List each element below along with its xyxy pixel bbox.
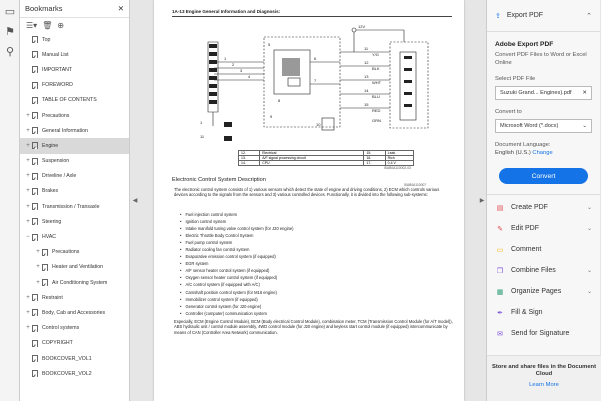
create-pdf-icon: ▤ xyxy=(496,204,504,212)
diagram-ref-code: I5UB0A110002-03 xyxy=(384,166,411,170)
tool-item[interactable] xyxy=(487,281,600,302)
bookmark-item[interactable] xyxy=(20,184,129,199)
bookmark-item[interactable] xyxy=(20,214,129,229)
legend-cell: CPU xyxy=(260,161,364,166)
chevron-down-icon: ⌄ xyxy=(582,123,587,129)
bookmark-icon xyxy=(42,279,48,286)
page-title-rule xyxy=(172,16,452,17)
bookmark-icon xyxy=(32,36,38,43)
expand-toggle-icon[interactable]: + xyxy=(36,279,40,286)
send-signature-icon: ✉ xyxy=(497,330,503,338)
svg-text:4: 4 xyxy=(248,74,251,79)
tool-label: Send for Signature xyxy=(511,330,570,337)
close-icon[interactable]: ✕ xyxy=(582,90,587,96)
bookmark-label: Body, Cab and Accessories xyxy=(42,309,106,316)
intro-paragraph: The electronic control system consists of 1) various sensors which detect the state of engine and driving conditions, 2) ECM which controls various devices according to the signals from the sensors and 3) various controlled devices. Functionally, it is divided into the following sub-systems: xyxy=(174,187,440,198)
bookmark-item[interactable] xyxy=(20,123,129,138)
tool-item[interactable] xyxy=(487,239,600,260)
subsystem-list-item: • Camshaft position control system (for M16 engine) xyxy=(180,289,440,296)
bookmark-label: BOOKCOVER_VOL2 xyxy=(42,370,92,377)
svg-text:WHT: WHT xyxy=(372,80,382,85)
bookmark-icon xyxy=(32,203,38,210)
subsystem-list-item: • Controller (computer) communication system xyxy=(180,310,440,317)
footer-paragraph: Especially, ECM (Engine Control Module), BCM (Body electrical Control Module), combination meter, TCM (Transmission Control Module (for A/T model)), ABS hydraulic unit / control module assembly, 4WD control module (for J20 engine) and keyless start control module (if equipped) intercommunicate by means of CAN (Controller Area Network) communication. xyxy=(174,319,453,335)
new-bookmark-icon[interactable]: ⊕ xyxy=(57,20,65,30)
expand-toggle-icon[interactable]: + xyxy=(26,127,30,134)
subsystem-list-item: • Immobilizer control system (if equipped) xyxy=(180,296,440,303)
bookmark-icon xyxy=(42,249,48,256)
tool-item[interactable] xyxy=(487,323,600,344)
tool-label: Comment xyxy=(511,246,542,253)
bookmark-label: Suspension xyxy=(42,158,70,165)
bookmark-label: Precautions xyxy=(42,112,70,119)
expand-toggle-icon[interactable]: + xyxy=(26,325,30,332)
svg-text:RED: RED xyxy=(372,108,381,113)
diagram-label-sensor-b: 11 xyxy=(200,134,205,139)
chevron-down-icon[interactable]: ⌄ xyxy=(586,289,592,295)
delete-bookmark-icon[interactable]: 🗑 xyxy=(42,20,53,30)
chevron-down-icon[interactable]: ⌄ xyxy=(586,268,592,274)
document-cloud-footer xyxy=(487,355,601,401)
bookmark-item[interactable] xyxy=(20,32,129,47)
tool-item[interactable] xyxy=(487,197,600,218)
section-heading: Electronic Control System Description xyxy=(172,177,266,183)
convert-format-value: Microsoft Word (*.docx) xyxy=(500,123,559,129)
organize-pages-icon: ▦ xyxy=(496,288,504,296)
subsystem-list-item: • Fuel pump control system xyxy=(180,239,440,246)
bookmark-icon xyxy=(32,127,38,134)
bookmarks-toolbar xyxy=(20,18,129,32)
export-pdf-icon: ⇪ xyxy=(495,12,501,20)
pdf-page xyxy=(154,0,464,401)
expand-toggle-icon[interactable]: + xyxy=(26,309,30,316)
convert-to-label: Convert to xyxy=(495,109,522,115)
legend-cell: Rich xyxy=(385,156,413,161)
collapse-right-panel-icon[interactable]: ▶ xyxy=(479,198,485,204)
bookmark-label: COPYRIGHT xyxy=(42,340,73,347)
subsystem-list-item: • Electric Throttle Body Control System xyxy=(180,232,440,239)
diagram-label-battery: 12V xyxy=(358,24,366,29)
fill-sign-icon: ✒ xyxy=(497,309,503,317)
subsystem-list-item: • EGR system xyxy=(180,260,440,267)
bookmarks-list xyxy=(20,32,129,381)
export-pdf-section xyxy=(487,41,600,184)
tool-label: Combine Files xyxy=(511,267,556,274)
bookmark-label: Top xyxy=(42,36,51,43)
bookmark-icon xyxy=(32,355,38,362)
expand-toggle-icon[interactable]: − xyxy=(26,234,30,241)
expand-toggle-icon[interactable]: + xyxy=(36,264,40,271)
bookmark-label: FOREWORD xyxy=(42,82,73,89)
bookmark-icon xyxy=(32,51,38,58)
file-selector[interactable] xyxy=(495,86,592,100)
bookmark-label: Engine xyxy=(42,142,59,149)
legend-cell: 15. xyxy=(364,151,385,156)
bookmark-item[interactable] xyxy=(20,108,129,123)
svg-text:5: 5 xyxy=(268,42,271,47)
bookmark-icon xyxy=(42,264,48,271)
tool-list xyxy=(487,194,600,344)
page-title: 1A-13 Engine General Information and Diagnosis: xyxy=(172,9,281,14)
subsystem-list-item: • Radiator cooling fan control system xyxy=(180,246,440,253)
expand-toggle-icon[interactable]: + xyxy=(26,112,30,119)
svg-text:3: 3 xyxy=(240,68,243,73)
bookmark-label: HVAC xyxy=(42,234,57,241)
legend-cell: Electrical xyxy=(260,151,364,156)
export-pdf-header[interactable] xyxy=(487,0,600,32)
legend-table xyxy=(238,150,414,166)
bookmark-item[interactable] xyxy=(20,305,129,320)
bookmark-icon xyxy=(32,340,38,347)
bookmark-item[interactable] xyxy=(20,169,129,184)
page-thumbnails-icon[interactable]: ▭ xyxy=(4,5,16,18)
tool-label: Edit PDF xyxy=(511,225,540,232)
svg-text:13: 13 xyxy=(364,74,369,79)
bookmark-icon xyxy=(32,97,38,104)
bookmark-label: Heater and Ventilation xyxy=(52,264,104,271)
legend-cell: Leak xyxy=(385,151,413,156)
close-icon[interactable]: ✕ xyxy=(117,4,124,13)
export-subtitle: Convert PDF Files to Word or Excel Online xyxy=(495,52,587,66)
bookmark-icon xyxy=(32,218,38,225)
bookmark-label: Restraint xyxy=(42,294,63,301)
bookmark-icon xyxy=(32,173,38,180)
svg-text:11: 11 xyxy=(364,46,369,51)
bookmark-item[interactable] xyxy=(20,62,129,77)
file-name: Suzuki Grand... Engines).pdf xyxy=(500,90,572,96)
document-viewer[interactable] xyxy=(139,0,478,401)
bookmark-item[interactable] xyxy=(20,245,129,260)
attachments-icon[interactable]: ⚲ xyxy=(5,45,15,58)
legend-cell: 14. xyxy=(239,161,260,166)
tool-label: Organize Pages xyxy=(511,288,562,295)
language-label: Document Language: xyxy=(495,142,551,148)
bookmark-icon xyxy=(32,234,38,241)
svg-text:12: 12 xyxy=(364,60,369,65)
subsystem-list-item: • A/C control system (if equipped with A/C) xyxy=(180,281,440,288)
bookmarks-title: Bookmarks xyxy=(25,4,63,13)
tool-item[interactable] xyxy=(487,302,600,323)
expand-toggle-icon[interactable]: + xyxy=(26,203,30,210)
bookmark-item[interactable] xyxy=(20,154,129,169)
select-file-label: Select PDF File xyxy=(495,76,536,82)
legend-cell: 0.4 V xyxy=(385,161,413,166)
subsystem-list-item: • Oxygen sensor heater control system (if equipped) xyxy=(180,274,440,281)
bookmark-label: Driveline / Axle xyxy=(42,173,77,180)
bookmark-item[interactable] xyxy=(20,78,129,93)
bookmark-icon xyxy=(32,188,38,195)
bookmark-item[interactable] xyxy=(20,321,129,336)
bookmark-label: Transmission / Transaxle xyxy=(42,203,100,210)
expand-toggle-icon[interactable]: + xyxy=(26,158,30,165)
bookmark-item[interactable] xyxy=(20,275,129,290)
bookmark-label: BOOKCOVER_VOL1 xyxy=(42,355,92,362)
svg-text:8: 8 xyxy=(278,98,281,103)
svg-text:GRN: GRN xyxy=(372,118,381,123)
legend-cell: 12. xyxy=(239,151,260,156)
bookmark-icon xyxy=(32,66,38,73)
edit-pdf-icon: ✎ xyxy=(497,225,503,233)
bookmark-item[interactable] xyxy=(20,138,129,153)
bookmark-label: Precautions xyxy=(52,249,80,256)
svg-text:7: 7 xyxy=(314,78,317,83)
chevron-down-icon[interactable]: ⌄ xyxy=(586,205,592,211)
wiring-diagram xyxy=(200,22,444,150)
expand-toggle-icon[interactable]: + xyxy=(36,249,40,256)
diagram-label-sensor-a: 1 xyxy=(200,120,203,125)
tool-item[interactable] xyxy=(487,260,600,281)
bookmark-icon xyxy=(32,142,38,149)
tool-label: Create PDF xyxy=(511,204,548,211)
bookmarks-icon[interactable]: ⚑ xyxy=(5,25,15,38)
legend-cell: A/F signal processing circuit xyxy=(260,156,364,161)
collapse-left-panel-icon[interactable]: ◀ xyxy=(132,198,138,204)
export-heading: Adobe Export PDF xyxy=(495,41,554,48)
svg-text:9: 9 xyxy=(270,114,273,119)
legend-cell: 17. xyxy=(364,161,385,166)
bookmark-item[interactable] xyxy=(20,229,129,244)
legend-cell: 16. xyxy=(364,156,385,161)
svg-text:1: 1 xyxy=(224,56,227,61)
svg-text:BLU: BLU xyxy=(372,94,380,99)
learn-more-link[interactable]: Learn More xyxy=(529,382,559,388)
expand-toggle-icon[interactable]: + xyxy=(26,142,30,149)
navigation-icon-bar xyxy=(0,0,20,401)
svg-text:10: 10 xyxy=(316,122,321,127)
convert-button[interactable]: Convert xyxy=(499,168,588,184)
bookmark-icon xyxy=(32,309,38,316)
subsystem-list-item: • Fuel injection control system xyxy=(180,211,440,218)
subsystem-list xyxy=(180,211,440,317)
convert-format-select[interactable] xyxy=(495,119,592,133)
bookmark-label: Steering xyxy=(42,218,62,225)
options-menu-icon[interactable]: ☰▾ xyxy=(26,20,38,30)
subsystem-list-item: • Evaporative emission control system (if equipped) xyxy=(180,253,440,260)
tool-label: Fill & Sign xyxy=(511,309,543,316)
bookmark-item[interactable] xyxy=(20,336,129,351)
chevron-up-icon[interactable]: ⌃ xyxy=(586,12,592,20)
expand-toggle-icon[interactable]: + xyxy=(26,218,30,225)
bookmark-icon xyxy=(32,294,38,301)
language-row xyxy=(495,150,592,156)
bookmark-item[interactable] xyxy=(20,93,129,108)
subsystem-list-item: • Intake manifold tuning valve control system (for J20 engine) xyxy=(180,225,440,232)
legend-cell: 13. xyxy=(239,156,260,161)
bookmark-icon xyxy=(32,158,38,165)
subsystem-list-item: • A/F sensor heater control system (if equipped) xyxy=(180,267,440,274)
svg-text:15: 15 xyxy=(364,102,369,107)
footer-title: Store and share files in the Document Cloud xyxy=(491,364,597,377)
bookmark-icon xyxy=(32,370,38,377)
svg-text:6: 6 xyxy=(314,56,317,61)
comment-icon: ▭ xyxy=(496,246,504,254)
bookmarks-panel xyxy=(20,0,130,401)
language-value: English (U.S.) xyxy=(495,150,531,156)
bookmark-label: General Information xyxy=(42,127,88,134)
tool-item[interactable] xyxy=(487,218,600,239)
bookmark-label: TABLE OF CONTENTS xyxy=(42,97,97,104)
bookmark-icon xyxy=(32,82,38,89)
bookmark-item[interactable] xyxy=(20,351,129,366)
expand-toggle-icon[interactable]: + xyxy=(26,173,30,180)
expand-toggle-icon[interactable]: + xyxy=(26,294,30,301)
svg-text:2: 2 xyxy=(232,62,235,67)
subsystem-list-item: • Generator control system (for J20 engine) xyxy=(180,303,440,310)
bookmarks-header xyxy=(20,0,129,18)
section-ref-code: I5UB0A110007 xyxy=(404,183,427,187)
legend-row xyxy=(239,161,414,166)
change-language-link[interactable]: Change xyxy=(532,150,553,156)
tools-panel xyxy=(486,0,600,401)
chevron-down-icon[interactable]: ⌄ xyxy=(586,226,592,232)
bookmark-item[interactable] xyxy=(20,260,129,275)
combine-files-icon: ❐ xyxy=(496,267,504,275)
bookmark-icon xyxy=(32,325,38,332)
bookmark-label: Air Conditioning System xyxy=(52,279,108,286)
bookmark-item[interactable] xyxy=(20,366,129,381)
subsystem-list-item: • Ignition control system xyxy=(180,218,440,225)
bookmark-item[interactable] xyxy=(20,199,129,214)
bookmark-icon xyxy=(32,112,38,119)
bookmark-label: Manual List xyxy=(42,51,69,58)
svg-text:BLK: BLK xyxy=(372,66,380,71)
bookmark-item[interactable] xyxy=(20,47,129,62)
svg-text:14: 14 xyxy=(364,88,369,93)
bookmark-label: IMPORTANT xyxy=(42,66,73,73)
bookmark-item[interactable] xyxy=(20,290,129,305)
export-pdf-title: Export PDF xyxy=(506,12,544,19)
bookmark-label: Control systems xyxy=(42,325,80,332)
expand-toggle-icon[interactable]: + xyxy=(26,188,30,195)
svg-text:Y/G: Y/G xyxy=(372,52,379,57)
bookmark-label: Brakes xyxy=(42,188,59,195)
